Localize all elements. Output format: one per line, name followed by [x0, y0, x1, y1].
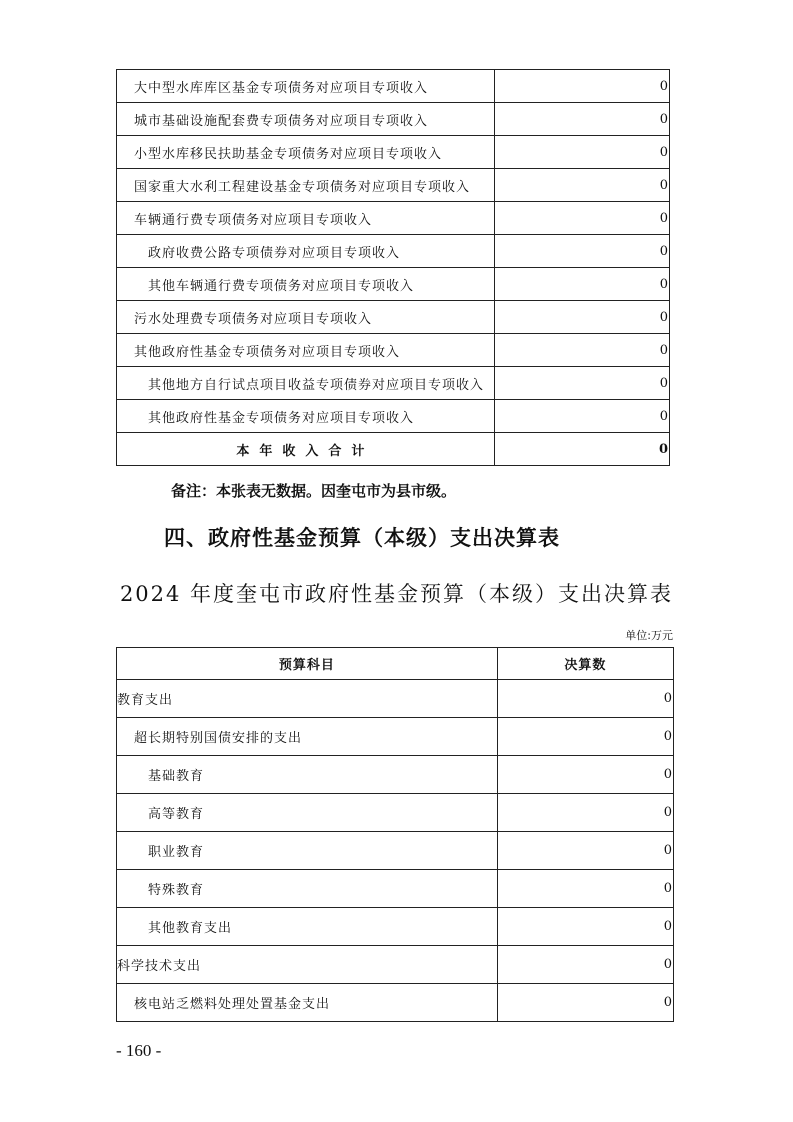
row-value: 0: [494, 268, 669, 301]
table-row: [117, 70, 670, 103]
table-row: [117, 832, 674, 870]
row-value: 0: [494, 367, 669, 400]
row-label: 政府收费公路专项债券对应项目专项收入: [117, 235, 495, 268]
row-value: 0: [494, 400, 669, 433]
row-label: 污水处理费专项债务对应项目专项收入: [117, 301, 495, 334]
row-value: 0: [494, 202, 669, 235]
table-row: [117, 136, 670, 169]
row-label: 小型水库移民扶助基金专项债务对应项目专项收入: [117, 136, 495, 169]
row-value: 0: [497, 984, 673, 1022]
table-row: [117, 367, 670, 400]
table-row: [117, 870, 674, 908]
row-value: 0: [494, 136, 669, 169]
row-label: 大中型水库库区基金专项债务对应项目专项收入: [117, 70, 495, 103]
row-value: 0: [497, 946, 673, 984]
row-label: 教育支出: [117, 680, 498, 718]
row-label: 职业教育: [117, 832, 498, 870]
row-value: 0: [497, 756, 673, 794]
row-value: 0: [494, 334, 669, 367]
row-label: 其他教育支出: [117, 908, 498, 946]
table-row: [117, 946, 674, 984]
unit-label: 单位:万元: [625, 629, 673, 642]
table-row: [117, 202, 670, 235]
expenditure-table: [116, 647, 674, 1022]
table-note: 备注：本张表无数据。因奎屯市为县市级。: [171, 482, 457, 500]
row-value: 0: [497, 832, 673, 870]
total-label: 本年收入合计: [117, 433, 495, 466]
row-value: 0: [494, 301, 669, 334]
row-value: 0: [494, 70, 669, 103]
table-row: [117, 301, 670, 334]
table-row: [117, 680, 674, 718]
table-row: [117, 169, 670, 202]
table-row: [117, 718, 674, 756]
row-label: 其他政府性基金专项债务对应项目专项收入: [117, 400, 495, 433]
table-row: [117, 103, 670, 136]
page-number: - 160 -: [116, 1041, 162, 1060]
row-value: 0: [497, 794, 673, 832]
row-label: 其他车辆通行费专项债务对应项目专项收入: [117, 268, 495, 301]
section-heading: 四、政府性基金预算（本级）支出决算表: [164, 526, 560, 550]
row-label: 车辆通行费专项债务对应项目专项收入: [117, 202, 495, 235]
row-label: 高等教育: [117, 794, 498, 832]
row-value: 0: [494, 169, 669, 202]
revenue-table: [116, 69, 670, 466]
table-row: [117, 794, 674, 832]
row-value: 0: [497, 680, 673, 718]
table-header: [117, 648, 674, 680]
total-value: 0: [494, 433, 669, 466]
row-label: 特殊教育: [117, 870, 498, 908]
row-label: 其他政府性基金专项债务对应项目专项收入: [117, 334, 495, 367]
row-label: 城市基础设施配套费专项债务对应项目专项收入: [117, 103, 495, 136]
row-label: 超长期特别国债安排的支出: [117, 718, 498, 756]
row-value: 0: [497, 870, 673, 908]
table-row: [117, 756, 674, 794]
table-row: [117, 400, 670, 433]
table-row: [117, 908, 674, 946]
table-row: [117, 235, 670, 268]
table-title: 2024 年度奎屯市政府性基金预算（本级）支出决算表: [119, 582, 674, 606]
row-label: 基础教育: [117, 756, 498, 794]
header-item: 预算科目: [117, 648, 498, 680]
table-row: [117, 984, 674, 1022]
table-row: [117, 334, 670, 367]
total-row: [117, 433, 670, 466]
row-value: 0: [497, 718, 673, 756]
row-value: 0: [497, 908, 673, 946]
row-value: 0: [494, 103, 669, 136]
row-label: 其他地方自行试点项目收益专项债券对应项目专项收入: [117, 367, 495, 400]
row-label: 国家重大水利工程建设基金专项债务对应项目专项收入: [117, 169, 495, 202]
table-row: [117, 268, 670, 301]
row-label: 科学技术支出: [117, 946, 498, 984]
row-value: 0: [494, 235, 669, 268]
row-label: 核电站乏燃料处理处置基金支出: [117, 984, 498, 1022]
header-amount: 决算数: [497, 648, 673, 680]
